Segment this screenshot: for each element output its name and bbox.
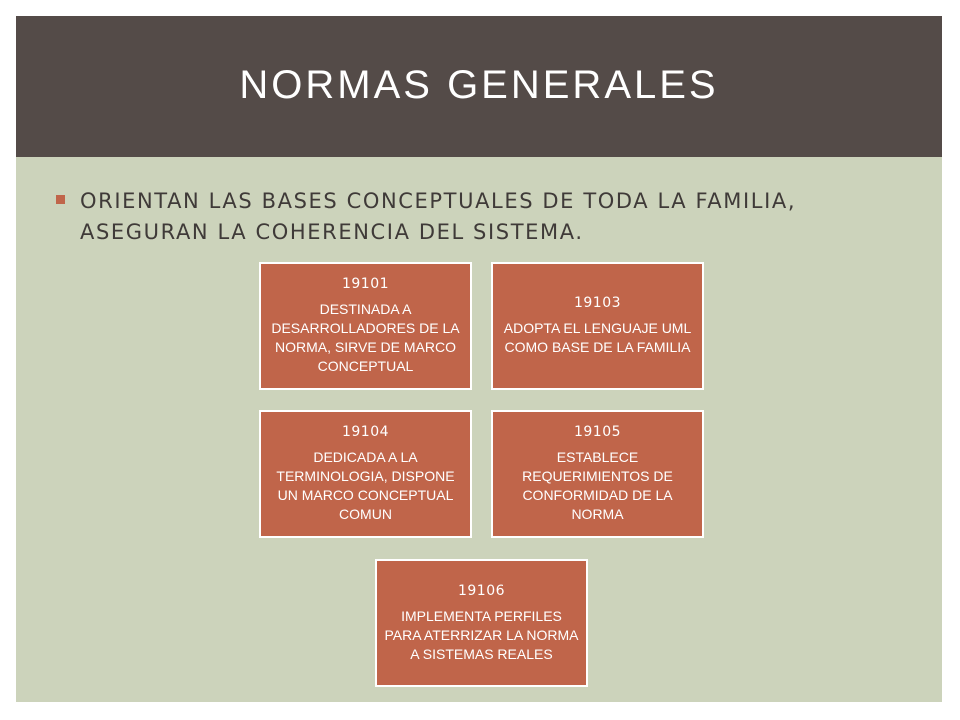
norm-code: 19105 [573, 424, 622, 440]
bullet-text: ORIENTAN LAS BASES CONCEPTUALES DE TODA LA FAMILIA, ASEGURAN LA COHERENCIA DEL SISTEMA. [80, 189, 797, 244]
norm-card-19101 [259, 262, 472, 390]
norm-code: 19106 [457, 582, 506, 599]
square-bullet-icon [56, 195, 65, 204]
norm-card-19103 [491, 262, 704, 390]
norm-code: 19101 [341, 276, 390, 292]
norm-card-19105 [491, 410, 704, 538]
slide-title: NORMAS GENERALES [239, 63, 719, 107]
norm-description: IMPLEMENTA PERFILES PARA ATERRIZAR LA NORMA A SISTEMAS REALES [384, 607, 579, 662]
norm-description: DEDICADA A LA TERMINOLOGIA, DISPONE UN MARCO CONCEPTUAL COMUN [276, 449, 455, 522]
norm-code: 19103 [573, 295, 622, 311]
norm-code: 19104 [341, 424, 390, 440]
norm-description: DESTINADA A DESARROLLADORES DE LA NORMA, SIRVE DE MARCO CONCEPTUAL [271, 301, 460, 374]
norm-card-19106 [375, 559, 588, 687]
norm-card-19104 [259, 410, 472, 538]
norm-description: ADOPTA EL LENGUAJE UML COMO BASE DE LA FAMILIA [503, 320, 692, 355]
norm-description: ESTABLECE REQUERIMIENTOS DE CONFORMIDAD DE LA NORMA [522, 449, 673, 522]
